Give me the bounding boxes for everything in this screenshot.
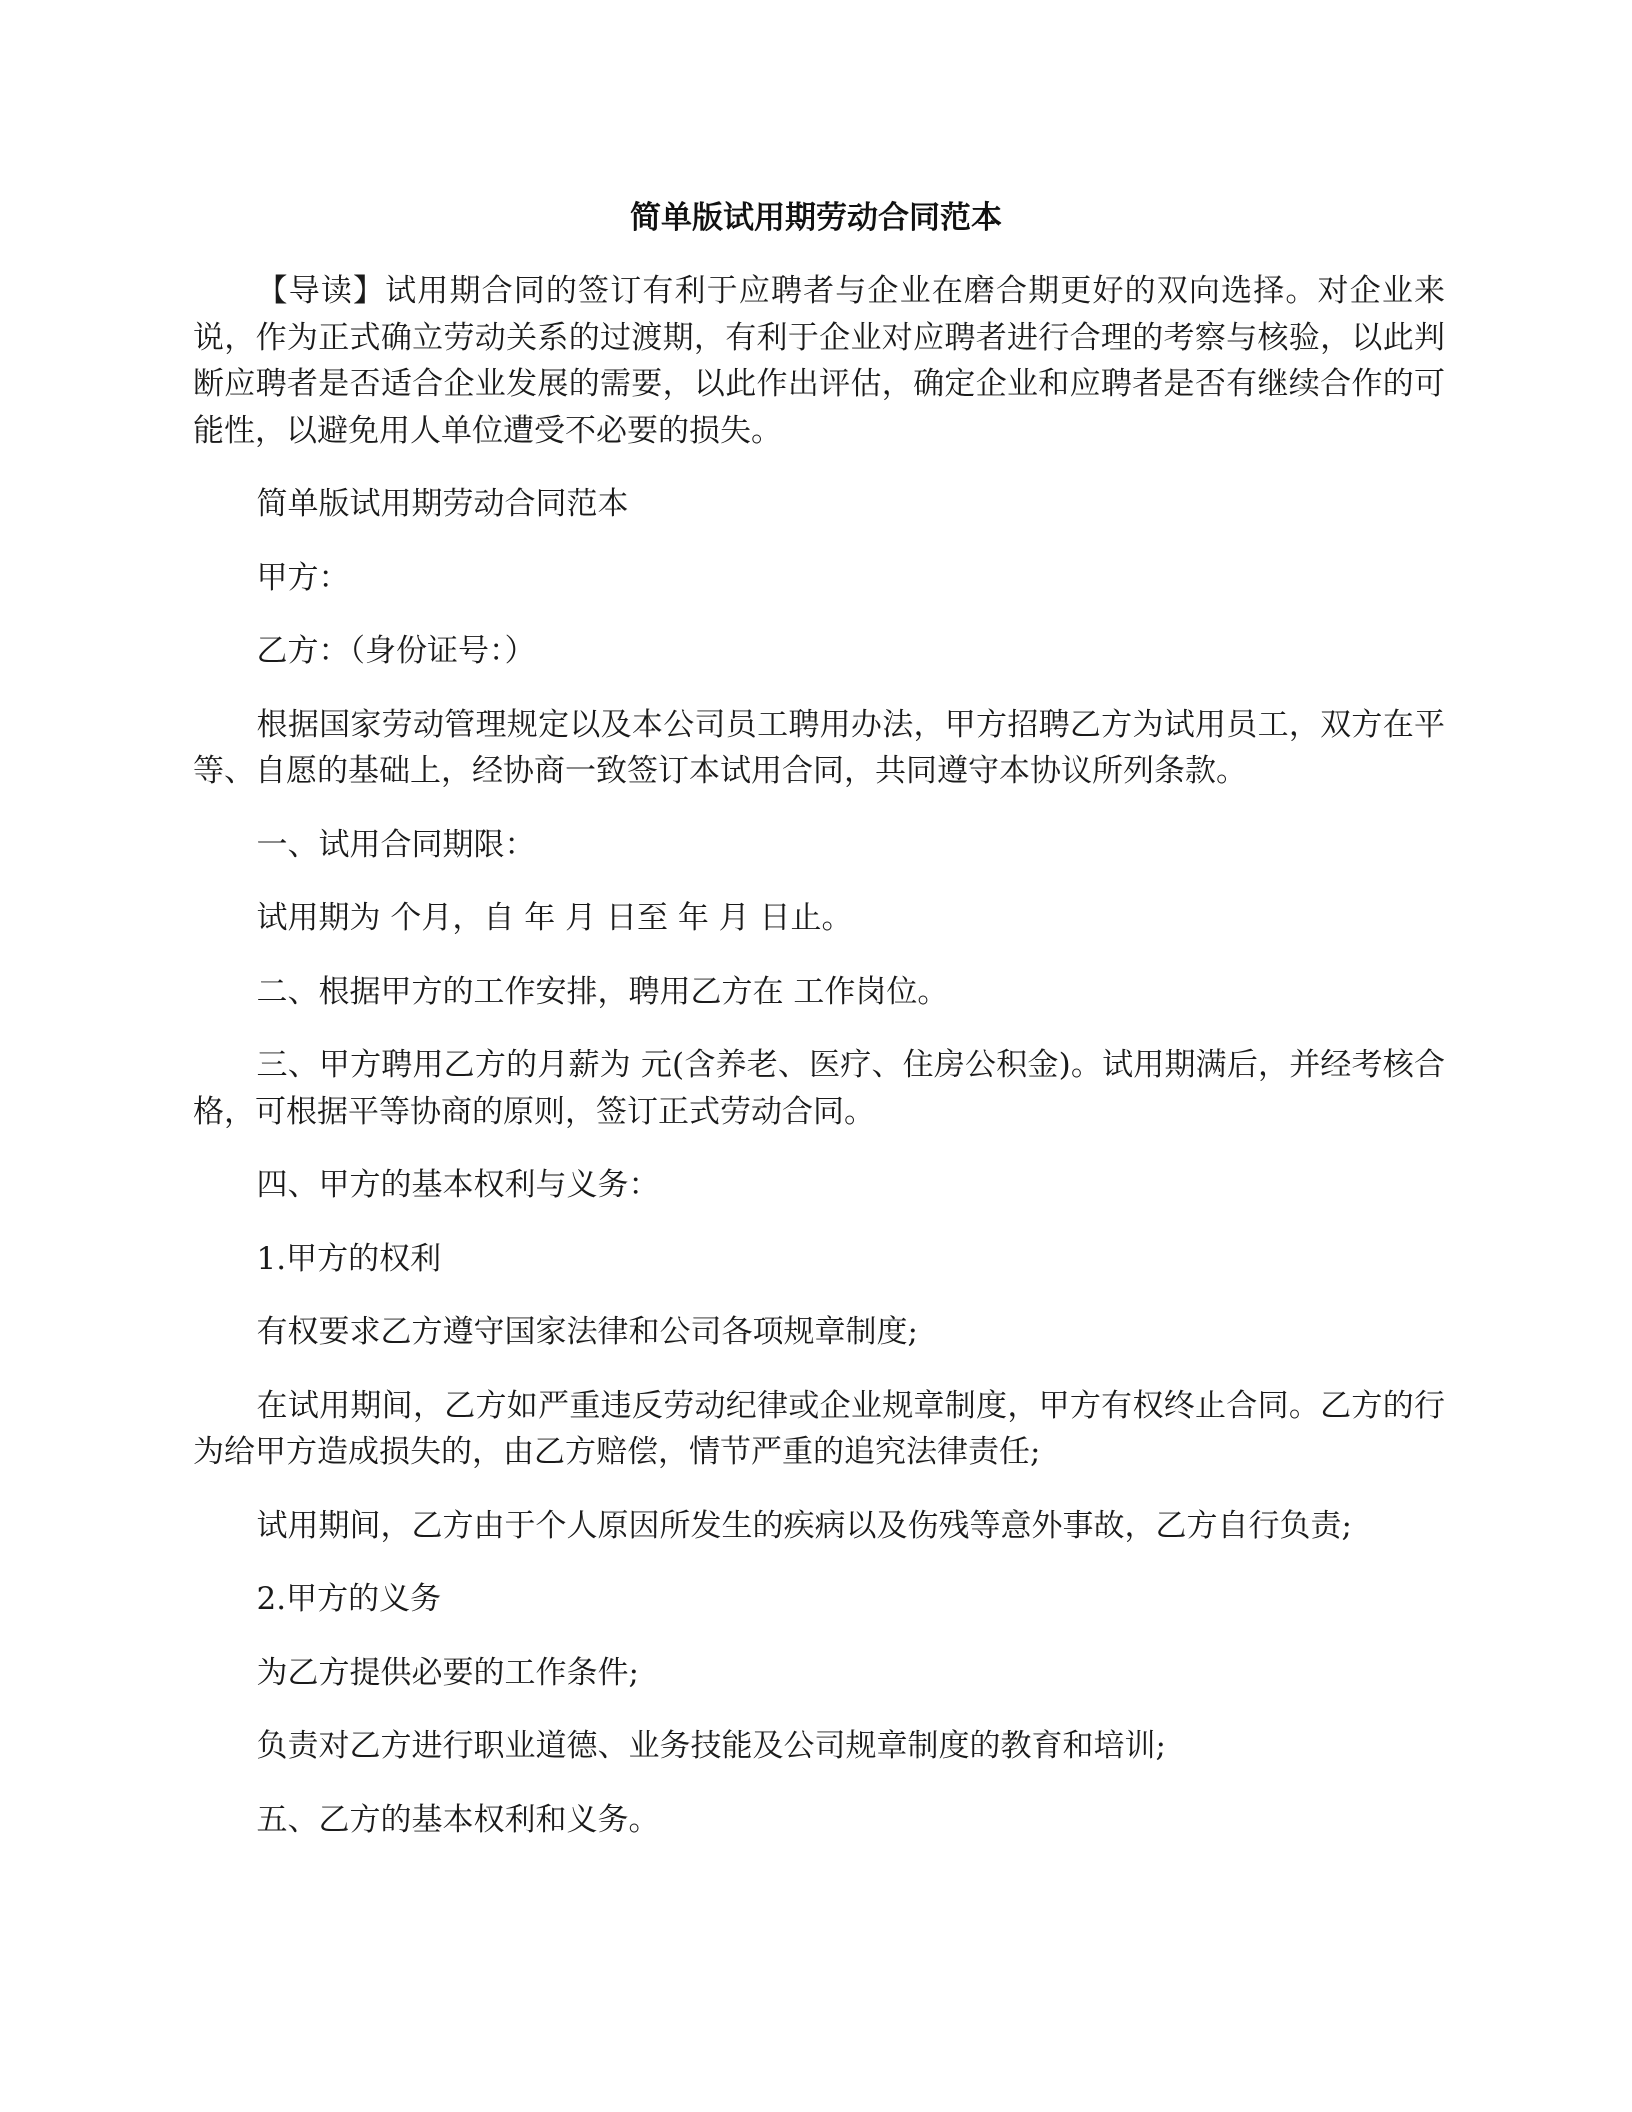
party-b-line: 乙方：（身份证号：） (256, 633, 536, 669)
clause-1-heading: 一、试用合同期限： (256, 826, 536, 863)
clause-1-text: 试用期为 个月，自 年 月 日至 年 月 日止。 (256, 900, 853, 936)
party-a-duties-heading: 2.甲方的义务 (256, 1581, 442, 1617)
party-a-rights-heading: 1.甲方的权利 (256, 1240, 442, 1277)
party-a-right-3: 试用期间，乙方由于个人原因所发生的疾病以及伤残等意外事故，乙方自行负责; (256, 1507, 1352, 1544)
party-a-line: 甲方： (256, 559, 350, 596)
party-a-duty-1: 为乙方提供必要的工作条件; (256, 1654, 639, 1691)
clause-3-text: 三、甲方聘用乙方的月薪为 元(含养老、医疗、住房公积金)。试用期满后，并经考核合格，可根据平等协商的原则，签订正式劳动合同。 (193, 1047, 1445, 1130)
intro-paragraph: 【导读】试用期合同的签订有利于应聘者与企业在磨合期更好的双向选择。对企业来说，作为正式确立劳动关系的过渡期，有利于企业对应聘者进行合理的考察与核验，以此判断应聘者是否适合企业发展的需要，以此作出评估，确定企业和应聘者是否有继续合作的可能性，以避免用人单位遭受不必要的损失。 (193, 273, 1445, 449)
party-a-duty-2: 负责对乙方进行职业道德、业务技能及公司规章制度的教育和培训; (256, 1728, 1166, 1764)
party-a-right-1: 有权要求乙方遵守国家法律和公司各项规章制度; (256, 1314, 918, 1350)
preamble-paragraph: 根据国家劳动管理规定以及本公司员工聘用办法，甲方招聘乙方为试用员工，双方在平等、自愿的基础上，经协商一致签订本试用合同，共同遵守本协议所列条款。 (193, 706, 1445, 789)
party-a-right-2: 在试用期间，乙方如严重违反劳动纪律或企业规章制度，甲方有权终止合同。乙方的行为给甲方造成损失的，由乙方赔偿，情节严重的追究法律责任; (193, 1387, 1445, 1470)
clause-2-text: 二、根据甲方的工作安排，聘用乙方在 工作岗位。 (256, 973, 949, 1010)
contract-heading: 简单版试用期劳动合同范本 (256, 486, 629, 522)
clause-4-heading: 四、甲方的基本权利与义务： (256, 1167, 660, 1203)
document-title: 简单版试用期劳动合同范本 (630, 200, 1002, 236)
document-body (193, 268, 1445, 1843)
clause-5-heading: 五、乙方的基本权利和义务。 (256, 1801, 660, 1838)
